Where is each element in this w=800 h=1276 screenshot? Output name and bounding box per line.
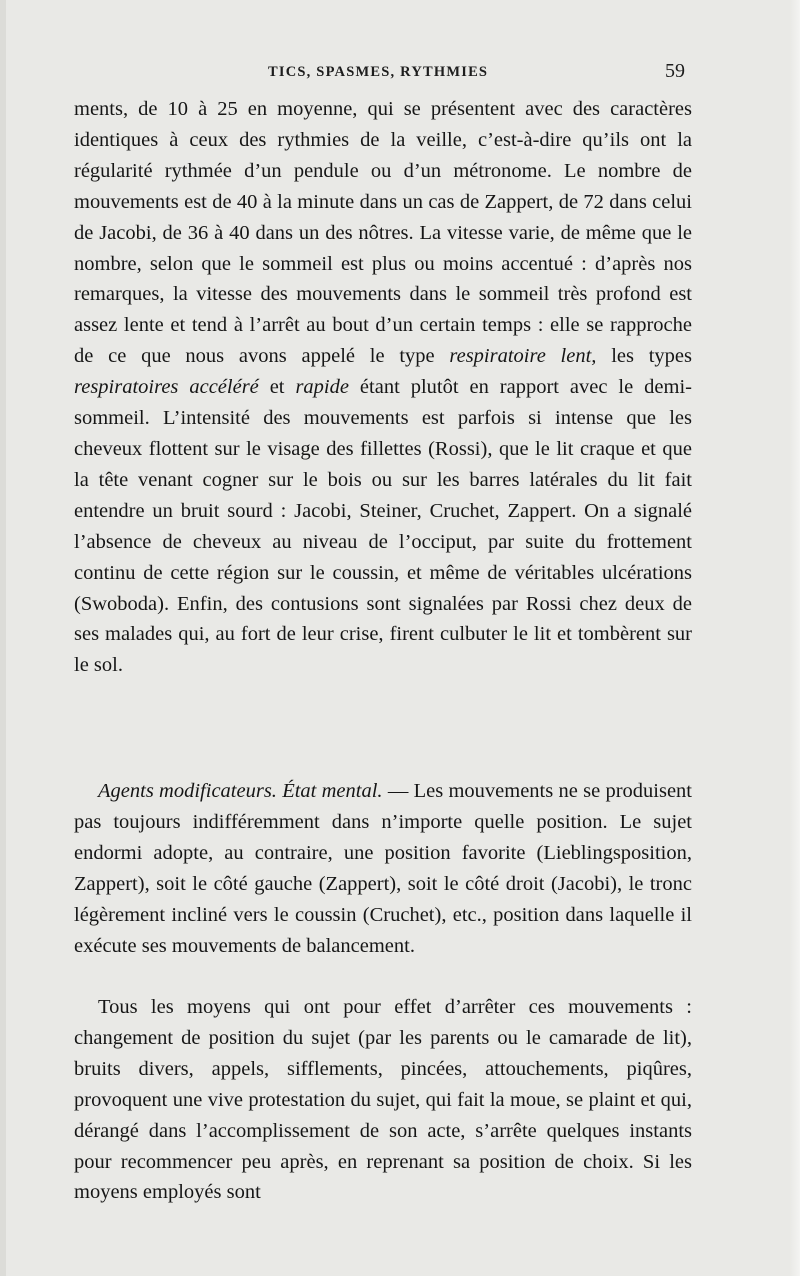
- paragraph-1-text-d: étant plutôt en rapport avec le demi-sommeil. L’intensité des mouvements est parfois si intense que les cheveux flottent sur le visage des fillettes (Rossi), que le lit craque et que la tête venant cogner sur le bois ou sur les barres latérales du lit fait entendre un bruit sourd : Jacobi, Steiner, Cruchet, Zappert. On a signalé l’absence de cheveux au niveau de l’occiput, par suite du frottement continu de cette région sur le coussin, et même de véritables ulcérations (Swoboda). Enfin, des contusions sont signalées par Rossi chez deux de ses malades qui, au fort de leur crise, firent culbuter le lit et tombèrent sur le sol.: [74, 376, 692, 677]
- page-header: [6, 60, 800, 88]
- paragraph-1-italic-rapide: rapide: [295, 376, 349, 399]
- paragraph-1-text-c: et: [258, 376, 296, 399]
- paragraph-1-italic-respiratoire-lent: respiratoire lent,: [449, 345, 597, 368]
- paragraph-1-italic-respiratoires-accelere: respiratoires accéléré: [74, 376, 259, 399]
- paragraph-1-text-b: les types: [596, 345, 693, 368]
- paragraph-2-text: — Les mouvements ne se produisent pas toujours indifféremment dans n’importe quelle position. Le sujet endormi adopte, au contraire, une position favorite (Lieblingsposition, Zappert), soit le côté gauche (Zappert), soit le côté droit (Jacobi), le tronc légèrement incliné vers le coussin (Cruchet), etc., position dans laquelle il exécute ses mouvements de balancement.: [74, 780, 692, 957]
- paragraph-1-text-a: ments, de 10 à 25 en moyenne, qui se présentent avec des caractères identiques à ceux des rythmies de la veille, c’est-à-dire qu’ils ont la régularité rythmée d’un pendule ou d’un métronome. Le nombre de mouvements est de 40 à la minute dans un cas de Zappert, de 72 dans celui de Jacobi, de 36 à 40 dans un des nôtres. La vitesse varie, de même que le nombre, selon que le sommeil est plus ou moins accentué : d’après nos remarques, la vitesse des mouvements dans le sommeil très profond est assez lente et tend à l’arrêt au bout d’un certain temps : elle se rapproche de ce que nous avons appelé le type: [74, 98, 692, 368]
- page-number: 59: [665, 60, 685, 82]
- paragraph-3: [74, 992, 692, 1208]
- paragraph-1: [74, 94, 692, 681]
- paragraph-3-text: Tous les moyens qui ont pour effet d’arrêter ces mouvements : changement de position du sujet (par les parents ou le camarade de lit), bruits divers, appels, sifflements, pincées, attouchements, piqûres, provoquent une vive protestation du sujet, qui fait la moue, se plaint et qui, dérangé dans l’accomplissement de son acte, s’arrête quelques instants pour recommencer peu après, en reprenant sa position de choix. Si les moyens employés sont: [74, 996, 692, 1204]
- running-head: TICS, SPASMES, RYTHMIES: [268, 64, 489, 80]
- section-heading: Agents modificateurs. État mental.: [98, 780, 383, 802]
- paragraph-2: [74, 776, 692, 961]
